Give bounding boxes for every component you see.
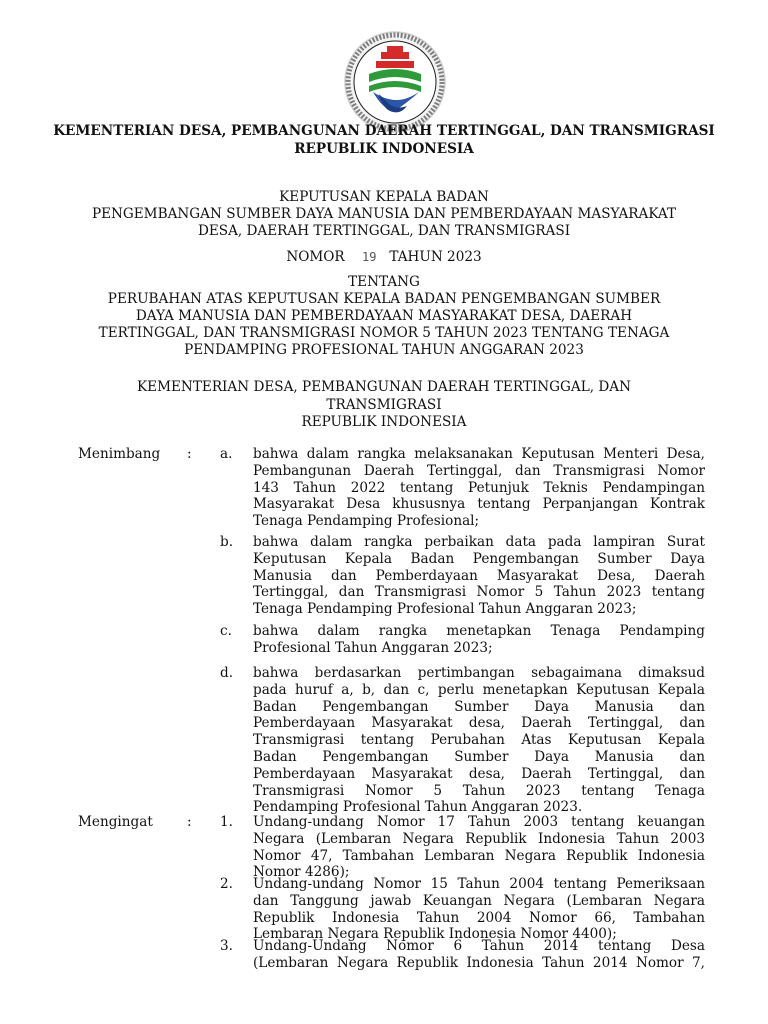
text-line: Nomor 47, Tambahan Lembaran Negara Republik Indonesia: [253, 847, 705, 864]
menimbang-item-d: [253, 665, 705, 816]
mengingat-colon: :: [187, 814, 192, 830]
text-line: Pemberdayaan Masyarakat desa, Daerah Tertinggal, dan: [253, 765, 705, 782]
text-line: Transmigrasi Nomor 5 Tahun 2023 tentang Tenaga: [253, 782, 705, 799]
text-line: Republik Indonesia Tahun 2004 Nomor 66, Tambahan: [253, 909, 705, 926]
text-line: bahwa dalam rangka menetapkan Tenaga Pendamping: [253, 623, 705, 639]
text-line: Undang-undang Nomor 15 Tahun 2004 tentang Pemeriksaan: [253, 876, 705, 892]
text-line: (Lembaran Negara Republik Indonesia Tahun 2014 Nomor 7,: [253, 954, 705, 971]
text-line: Pemberdayaan Masyarakat desa, Daerah Tertinggal, dan: [253, 715, 705, 732]
ministry-title-line1: KEMENTERIAN DESA, PEMBANGUNAN DAERAH TERTINGGAL, DAN TRANSMIGRASI: [53, 123, 715, 139]
subject-line: PENDAMPING PROFESIONAL TAHUN ANGGARAN 2023: [184, 342, 584, 358]
decree-number-line: [0, 249, 768, 265]
ministry-logo: [343, 30, 447, 134]
text-line: Nomor 4286);: [253, 864, 350, 881]
subject-line: TERTINGGAL, DAN TRANSMIGRASI NOMOR 5 TAHUN 2023 TENTANG TENAGA: [98, 325, 670, 341]
authority-line: TRANSMIGRASI: [326, 397, 442, 413]
subject-line: PERUBAHAN ATAS KEPUTUSAN KEPALA BADAN PENGEMBANGAN SUMBER: [107, 291, 661, 307]
text-line: bahwa dalam rangka melaksanakan Keputusan Menteri Desa,: [253, 446, 705, 462]
text-line: Badan Pengembangan Sumber Daya Manusia dan: [253, 698, 705, 715]
menimbang-item-c: [253, 623, 705, 657]
text-line: Lembaran Negara Republik Indonesia Nomor 4400);: [253, 926, 617, 943]
text-line: Pendamping Profesional Tahun Anggaran 2023.: [253, 799, 583, 816]
menimbang-label: Menimbang: [78, 446, 161, 462]
menimbang-item-b: [253, 534, 705, 618]
text-line: Undang-undang Nomor 17 Tahun 2003 tentang keuangan: [253, 814, 705, 830]
text-line: Manusia dan Pemberdayaan Masyarakat Desa, Daerah: [253, 567, 705, 584]
authority-line: KEMENTERIAN DESA, PEMBANGUNAN DAERAH TERTINGGAL, DAN: [137, 379, 631, 395]
subject-line: DAYA MANUSIA DAN PEMBERDAYAAN MASYARAKAT DESA, DAERAH: [135, 308, 633, 324]
item-marker: a.: [220, 446, 233, 462]
text-line: Undang-Undang Nomor 6 Tahun 2014 tentang Desa: [253, 938, 705, 954]
mengingat-item-3: [253, 938, 705, 972]
nomor-value: 19: [361, 250, 377, 264]
decree-title-line2: PENGEMBANGAN SUMBER DAYA MANUSIA DAN PEMBERDAYAAN MASYARAKAT: [91, 206, 677, 222]
text-line: bahwa dalam rangka perbaikan data pada lampiran Surat: [253, 534, 705, 550]
item-marker: 2.: [220, 876, 233, 892]
menimbang-item-a: [253, 446, 705, 530]
item-marker: c.: [220, 623, 232, 639]
mengingat-item-1: [253, 814, 705, 881]
text-line: Masyarakat Desa khususnya tentang Perpanjangan Kontrak: [253, 496, 705, 513]
item-marker: 1.: [220, 814, 233, 830]
mengingat-label: Mengingat: [78, 814, 153, 830]
text-line: Pembangunan Daerah Tertinggal, dan Transmigrasi Nomor: [253, 462, 705, 479]
text-line: Negara (Lembaran Negara Republik Indonesia Tahun 2003: [253, 830, 705, 847]
ministry-title-line2: REPUBLIK INDONESIA: [294, 141, 474, 157]
text-line: Profesional Tahun Anggaran 2023;: [253, 639, 493, 656]
menimbang-colon: :: [187, 446, 192, 462]
nomor-label: NOMOR: [286, 249, 345, 265]
text-line: Keputusan Kepala Badan Pengembangan Sumber Daya: [253, 550, 705, 567]
text-line: Tenaga Pendamping Profesional;: [253, 513, 480, 530]
decree-title-line3: DESA, DAERAH TERTINGGAL, DAN TRANSMIGRASI: [197, 223, 571, 239]
text-line: Transmigrasi tentang Perubahan Atas Keputusan Kepala: [253, 732, 705, 749]
decree-title-line1: KEPUTUSAN KEPALA BADAN: [279, 189, 489, 205]
text-line: pada huruf a, b, dan c, perlu menetapkan Keputusan Kepala: [253, 681, 705, 698]
text-line: 143 Tahun 2022 tentang Petunjuk Teknis Pendampingan: [253, 479, 705, 496]
tahun-label: TAHUN 2023: [389, 249, 482, 265]
tentang-heading: TENTANG: [348, 274, 420, 290]
mengingat-item-2: [253, 876, 705, 943]
text-line: Tenaga Pendamping Profesional Tahun Anggaran 2023;: [253, 601, 637, 618]
text-line: Tertinggal, dan Transmigrasi Nomor 5 Tahun 2023 tentang: [253, 584, 705, 601]
text-line: dan Tanggung jawab Keuangan Negara (Lembaran Negara: [253, 892, 705, 909]
item-marker: b.: [220, 534, 234, 550]
authority-line: REPUBLIK INDONESIA: [301, 414, 467, 430]
text-line: Badan Pengembangan Sumber Daya Manusia dan: [253, 748, 705, 765]
text-line: bahwa berdasarkan pertimbangan sebagaimana dimaksud: [253, 665, 705, 681]
item-marker: 3.: [220, 938, 233, 954]
item-marker: d.: [220, 665, 234, 681]
